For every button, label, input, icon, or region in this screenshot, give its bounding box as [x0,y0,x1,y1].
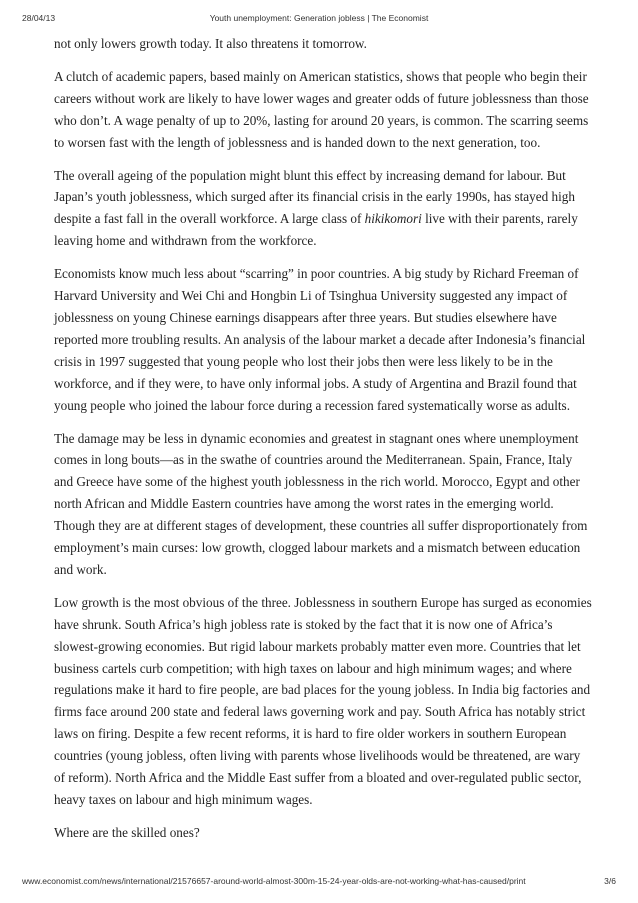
article-paragraph: The damage may be less in dynamic economies and greatest in stagnant ones where unemployment comes in long bouts—as in the swathe of countries around the Mediterranean. Spain, France, Italy and Greece have some of the highest youth joblessness in the rich world. Morocco, Egypt and other north African and Middle Eastern countries have among the worst rates in the emerging world. Though they are at different stages of development, these countries all suffer disproportionately from employment’s main curses: low growth, clogged labour markets and a mismatch between education and work. [54,430,588,577]
article-paragraph: not only lowers growth today. It also threatens it tomorrow. [54,36,367,51]
section-subheading: Where are the skilled ones? [54,824,200,840]
article-paragraph: Economists know much less about “scarring” in poor countries. A big study by Richard Freeman of Harvard University and Wei Chi and Hongbin Li of Tsinghua University suggested any impact of joblessness on young Chinese earnings disappears after three years. But studies elsewhere have reported more troubling results. An analysis of the labour market a decade after Indonesia’s financial crisis in 1997 suggested that young people who lost their jobs then were less likely to be in the workforce, and if they were, to have only informal jobs. A study of Argentina and Brazil found that young people who joined the labour force during a recession fared systematically worse as adults. [54,266,586,413]
article-paragraph: A clutch of academic papers, based mainly on American statistics, shows that people who begin their careers without work are likely to have lower wages and greater odds of future joblessness than those who don’t. A wage penalty of up to 20%, lasting for around 20 years, is common. The scarring seems to worsen fast with the length of joblessness and is handed down to the next generation, too. [54,68,589,150]
paragraph-text: live with their parents, rarely leaving home and withdrawn from the workforce. [54,211,578,249]
emphasized-term: hikikomori [364,211,422,227]
print-page-title: Youth unemployment: Generation jobless | The Economist [209,13,429,23]
print-footer [22,876,616,888]
paragraph-text: The overall ageing of the population might blunt this effect by increasing demand for labour. But Japan’s youth joblessness, which surged after its financial crisis in the early 1990s, has stayed high despite a fast fall in the overall workforce. A large class of [54,167,575,227]
article-paragraph [54,165,594,253]
article-paragraph: Low growth is the most obvious of the three. Joblessness in southern Europe has surged as economies have shrunk. South Africa’s high jobless rate is stoked by the fact that it is now one of Africa’s slowest-growing economies. But rigid labour markets probably matter even more. Countries that let business cartels curb competition; with high taxes on labour and high minimum wages; and where regulations make it hard to fire people, are bad places for the young jobless. In India big factories and firms face around 200 state and federal laws governing work and pay. South Africa has notably strict laws on firing. Despite a few recent reforms, it is hard to fire older workers in southern European countries (young jobless, often living with parents whose livelihoods would be threatened, are wary of reform). North Africa and the Middle East suffer from a bloated and over-regulated public sector, heavy taxes on labour and high minimum wages. [54,594,592,807]
page-number: 3/6 [604,876,616,886]
print-url: www.economist.com/news/international/21576657-around-world-almost-300m-15-24-year-olds-are-not-working-what-has-caused/print [22,876,526,886]
print-date: 28/04/13 [22,13,56,23]
article-body [54,33,594,855]
print-header [22,13,616,25]
